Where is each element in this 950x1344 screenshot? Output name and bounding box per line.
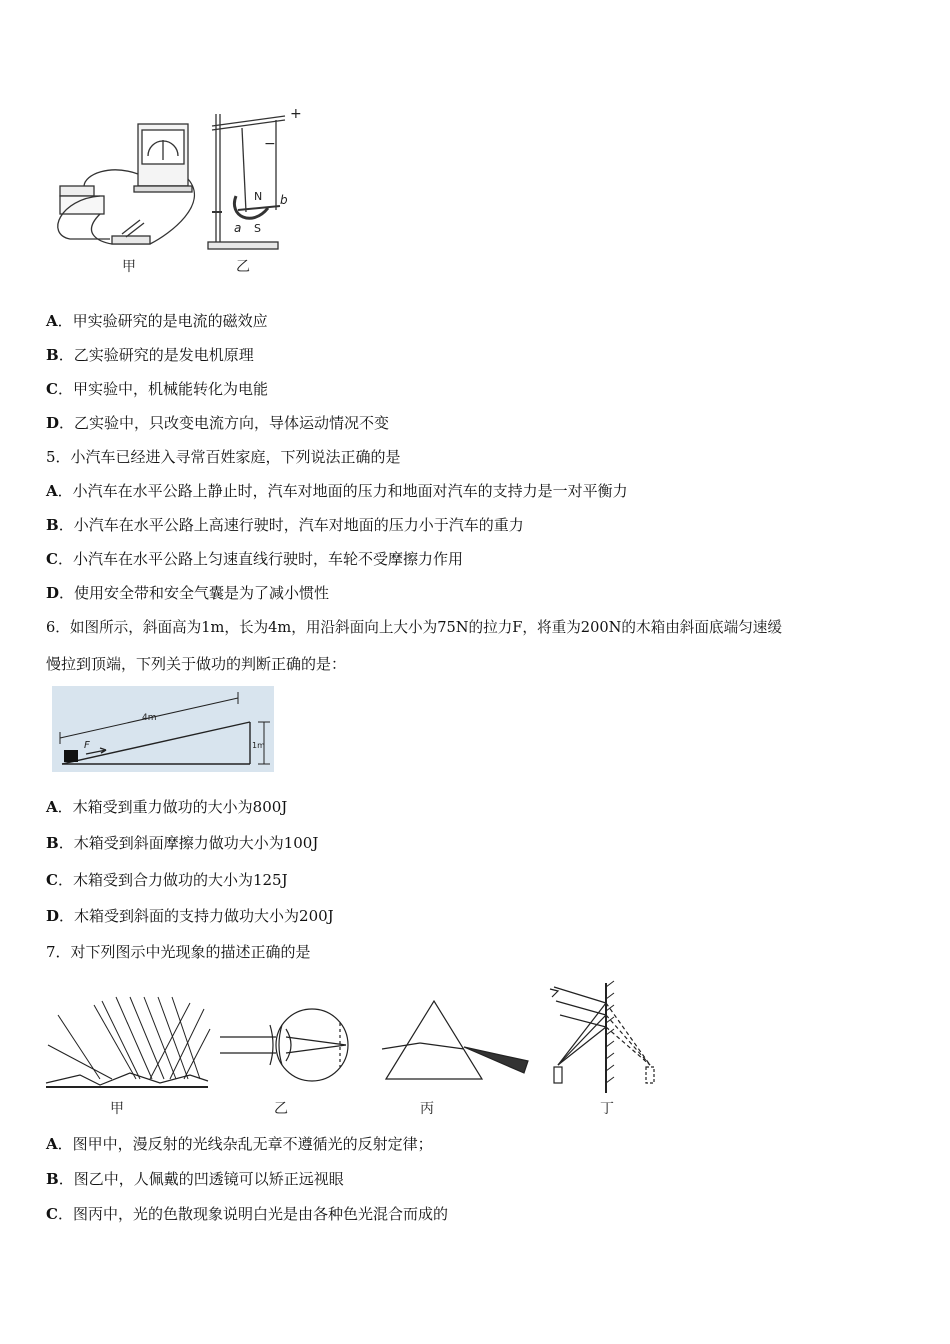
q6-stem-line2: 慢拉到顶端，下列关于做功的判断正确的是： <box>46 655 347 673</box>
q6-option-c: C．木箱受到合力做功的大小为125J <box>46 871 288 889</box>
motor-apparatus <box>208 114 285 249</box>
galvanometer-apparatus <box>58 124 195 244</box>
q7-option-b: B．图乙中，人佩戴的凹透镜可以矫正远视眼 <box>46 1170 344 1188</box>
q4-option-c: C．甲实验中，机械能转化为电能 <box>46 380 268 398</box>
fig-label-jia: 甲 <box>122 259 136 275</box>
incline-length-label: 4m <box>142 713 157 723</box>
q7-option-a: A．图甲中，漫反射的光线杂乱无章不遵循光的反射定律； <box>46 1135 433 1153</box>
north-pole-mark: N <box>254 190 263 203</box>
q6-option-b: B．木箱受到斜面摩擦力做功大小为100J <box>46 834 319 852</box>
fig-label-yi: 乙 <box>236 259 250 275</box>
q6-stem-line1: 6．如图所示，斜面高为1m，长为4m，用沿斜面向上大小为75N的拉力F，将重为200N的木箱由斜面底端匀速缓 <box>46 619 782 636</box>
prism-diagram <box>382 1001 528 1079</box>
q5-option-b: B．小汽车在水平公路上高速行驶时，汽车对地面的压力小于汽车的重力 <box>46 516 524 534</box>
force-label: F <box>84 740 90 751</box>
optics-label-ding: 丁 <box>600 1101 614 1117</box>
q4-figure <box>40 104 310 279</box>
q5-option-d: D．使用安全带和安全气囊是为了减小惯性 <box>46 584 330 602</box>
q6-option-a: A．木箱受到重力做功的大小为800J <box>46 798 288 816</box>
q5-stem: 5．小汽车已经进入寻常百姓家庭，下列说法正确的是 <box>46 448 401 466</box>
optics-figure <box>40 975 665 1125</box>
q7-stem: 7．对下列图示中光现象的描述正确的是 <box>46 943 311 961</box>
incline-figure <box>52 686 274 772</box>
point-b-mark: b <box>280 193 288 207</box>
q5-option-c: C．小汽车在水平公路上匀速直线行驶时，车轮不受摩擦力作用 <box>46 550 463 568</box>
optics-label-yi: 乙 <box>274 1101 288 1117</box>
q4-option-a: A．甲实验研究的是电流的磁效应 <box>46 312 268 330</box>
wooden-box <box>64 750 78 762</box>
incline-height-label: 1m <box>252 741 265 750</box>
minus-mark: − <box>264 136 276 152</box>
optics-label-bing: 丙 <box>420 1101 434 1117</box>
plane-mirror-diagram <box>550 981 654 1093</box>
optics-label-jia: 甲 <box>110 1101 124 1117</box>
south-pole-mark: S <box>254 222 261 235</box>
eye-lens-diagram <box>220 1009 348 1081</box>
q5-option-a: A．小汽车在水平公路上静止时，汽车对地面的压力和地面对汽车的支持力是一对平衡力 <box>46 482 628 500</box>
diffuse-reflection-diagram <box>46 997 210 1087</box>
q6-option-d: D．木箱受到斜面的支持力做功大小为200J <box>46 907 334 925</box>
q4-option-b: B．乙实验研究的是发电机原理 <box>46 346 254 364</box>
q4-option-d: D．乙实验中，只改变电流方向，导体运动情况不变 <box>46 414 390 432</box>
point-a-mark: a <box>234 221 242 235</box>
q7-option-c: C．图丙中，光的色散现象说明白光是由各种色光混合而成的 <box>46 1205 448 1223</box>
plus-mark: + <box>290 106 302 122</box>
